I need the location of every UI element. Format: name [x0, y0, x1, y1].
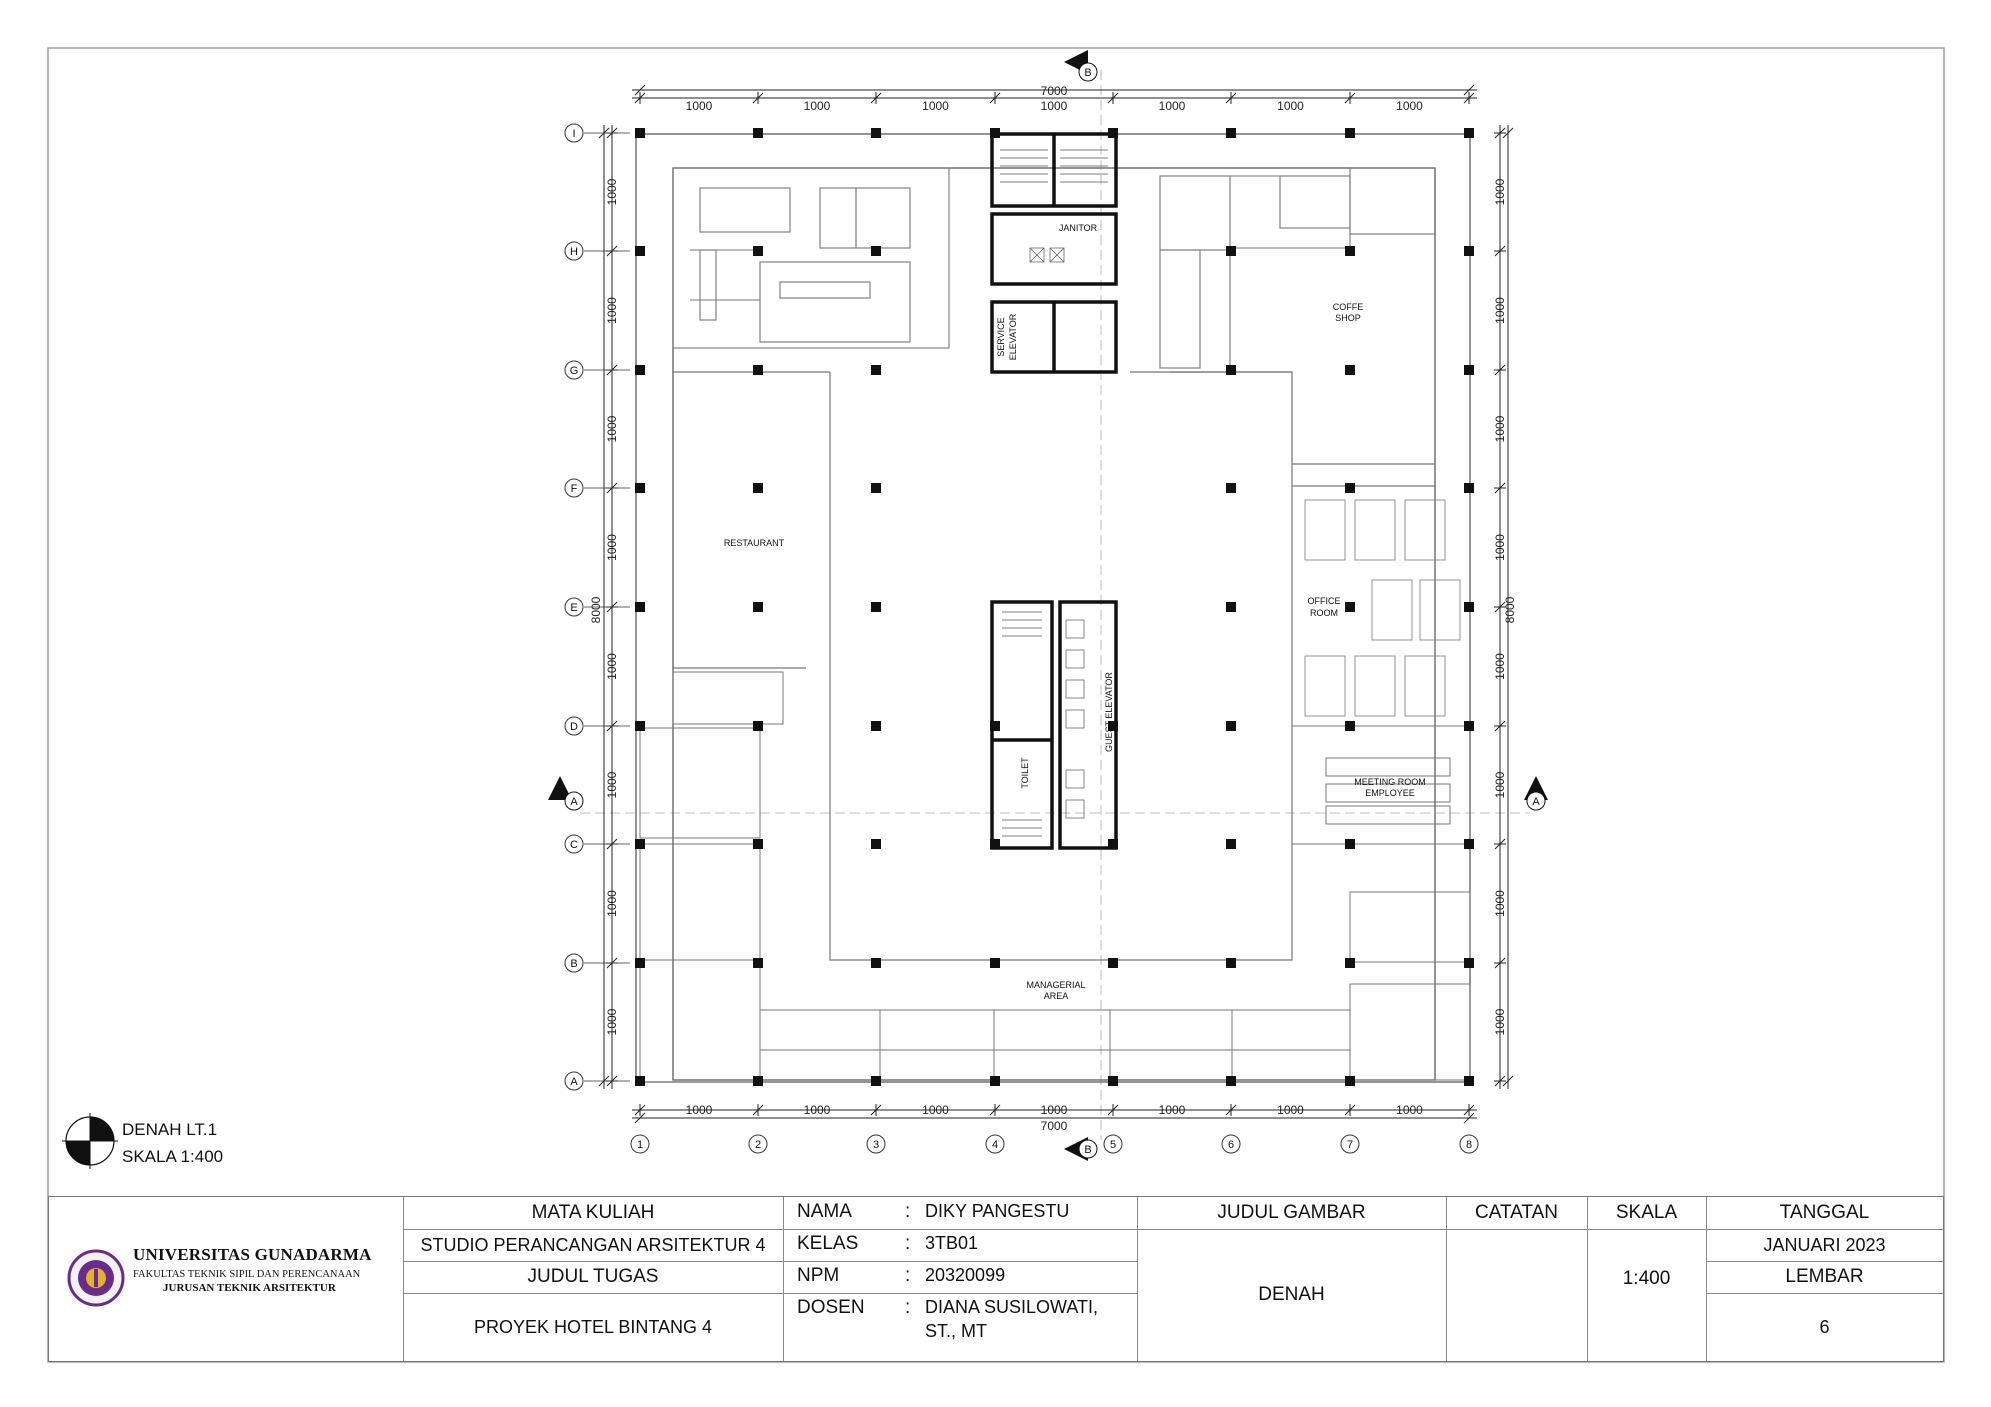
- column: [635, 839, 645, 849]
- label-coffee-2: SHOP: [1335, 313, 1361, 323]
- dim-label-top: 1000: [1396, 99, 1423, 113]
- section-b-top-text: B: [1084, 67, 1092, 79]
- dim-label-right: 1000: [1493, 534, 1507, 561]
- grid-label-col: 2: [754, 1139, 762, 1151]
- lecturer-value-2: ST., MT: [925, 1321, 987, 1341]
- label-toilet: TOILET: [1020, 757, 1030, 789]
- name-value: DIKY PANGESTU: [925, 1201, 1070, 1221]
- column: [871, 246, 881, 256]
- drawing-title-label: JUDUL GAMBAR: [1217, 1202, 1366, 1223]
- label-meeting-1: MEETING ROOM: [1354, 777, 1426, 787]
- grid-label-col: 3: [872, 1139, 880, 1151]
- dim-label-top: 1000: [1040, 99, 1068, 113]
- column: [871, 721, 881, 731]
- column: [1464, 958, 1474, 968]
- column: [1108, 128, 1118, 138]
- dim-right-total: 8000: [1503, 596, 1517, 624]
- dim-label-top: 1000: [1277, 99, 1304, 113]
- dim-label-bottom: 1000: [685, 1103, 713, 1117]
- column: [871, 839, 881, 849]
- column: [1464, 365, 1474, 375]
- column: [635, 602, 645, 612]
- right-lower-block: [1350, 892, 1470, 962]
- class-value: 3TB01: [925, 1233, 979, 1253]
- column: [871, 128, 881, 138]
- column: [990, 1076, 1000, 1086]
- dim-label-right: 1000: [1493, 771, 1507, 799]
- column: [1226, 483, 1236, 493]
- column: [635, 246, 645, 256]
- scale-label: SKALA: [1615, 1202, 1678, 1223]
- npm-label: NPM: [797, 1265, 840, 1286]
- column: [753, 128, 763, 138]
- grid-label-col: 8: [1465, 1139, 1473, 1151]
- structural-columns: [635, 128, 1474, 1086]
- lecturer-label: DOSEN: [797, 1297, 865, 1318]
- column: [1464, 721, 1474, 731]
- column: [1345, 602, 1355, 612]
- grid-label-row: A: [570, 1076, 578, 1088]
- grid-label-row: C: [570, 839, 578, 851]
- column: [1345, 483, 1355, 493]
- dim-label-bottom: 1000: [1040, 1103, 1068, 1117]
- grid-label-row: D: [570, 721, 578, 733]
- column: [753, 958, 763, 968]
- dim-label-left: 1000: [605, 890, 619, 917]
- column: [1345, 1076, 1355, 1086]
- column: [635, 958, 645, 968]
- grid-label-row: E: [570, 602, 578, 614]
- faculty-name: FAKULTAS TEKNIK SIPIL DAN PERENCANAAN: [133, 1269, 361, 1280]
- column: [990, 128, 1000, 138]
- section-b-bottom-text: B: [1084, 1144, 1092, 1156]
- left-offices-block: [640, 672, 783, 1082]
- column: [1464, 839, 1474, 849]
- grid-bubbles: [565, 124, 1478, 1153]
- column: [1108, 1076, 1118, 1086]
- managerial-area-block: [760, 984, 1470, 1080]
- lobby-outline: [673, 168, 1435, 960]
- dim-label-right: 1000: [1493, 653, 1507, 680]
- label-coffee-1: COFFE: [1332, 302, 1364, 312]
- sheet-label: LEMBAR: [1785, 1266, 1864, 1287]
- label-service-elevator-2: ELEVATOR: [1008, 313, 1018, 361]
- column: [1464, 1076, 1474, 1086]
- lecturer-colon: :: [905, 1297, 911, 1318]
- column: [1464, 246, 1474, 256]
- column: [635, 1076, 645, 1086]
- dim-label-right: 1000: [1493, 890, 1507, 917]
- grid-label-col: 1: [636, 1139, 644, 1151]
- university-name: UNIVERSITAS GUNADARMA: [133, 1245, 372, 1264]
- dim-label-left: 1000: [605, 534, 619, 561]
- date-label: TANGGAL: [1779, 1202, 1870, 1223]
- title-block: [48, 1196, 1944, 1362]
- grid-label-col: 6: [1227, 1139, 1235, 1151]
- column: [1226, 365, 1236, 375]
- course-value: STUDIO PERANCANGAN ARSITEKTUR 4: [420, 1234, 766, 1255]
- dim-label-bottom: 1000: [1158, 1103, 1186, 1117]
- label-managerial-1: MANAGERIAL: [1026, 980, 1086, 990]
- date-value: JANUARI 2023: [1763, 1234, 1886, 1255]
- dim-label-bottom: 1000: [803, 1103, 831, 1117]
- dim-label-top: 1000: [922, 99, 949, 113]
- grid-label-col: 5: [1109, 1139, 1117, 1151]
- university-panel: [49, 1197, 403, 1361]
- label-restaurant: RESTAURANT: [723, 538, 785, 548]
- dim-label-bottom: 1000: [1277, 1103, 1304, 1117]
- dim-top-total: 7000: [1040, 84, 1068, 98]
- column: [1345, 721, 1355, 731]
- sheet-value: 6: [1819, 1316, 1830, 1337]
- grid-label-row: F: [570, 483, 578, 495]
- column: [871, 483, 881, 493]
- dim-label-top: 1000: [1158, 99, 1186, 113]
- dim-label-right: 1000: [1493, 178, 1507, 206]
- grid-label-row: I: [572, 128, 576, 140]
- guest-core-stairs: [1002, 612, 1084, 836]
- dim-label-left: 1000: [605, 297, 619, 324]
- label-office-2: ROOM: [1310, 608, 1338, 618]
- column: [1226, 958, 1236, 968]
- column: [1226, 602, 1236, 612]
- dim-label-left: 1000: [605, 771, 619, 799]
- column: [990, 839, 1000, 849]
- dim-label-right: 1000: [1493, 415, 1507, 443]
- column: [753, 1076, 763, 1086]
- drawing-title-value: DENAH: [1258, 1284, 1325, 1305]
- column: [871, 602, 881, 612]
- legend-title: DENAH LT.1: [122, 1120, 218, 1139]
- column: [1345, 958, 1355, 968]
- kitchen-block: [673, 168, 949, 348]
- grid-label-row: G: [569, 365, 579, 377]
- label-janitor: JANITOR: [1058, 223, 1098, 233]
- guest-core: [992, 602, 1116, 848]
- column: [1464, 602, 1474, 612]
- column: [871, 1076, 881, 1086]
- column: [1226, 839, 1236, 849]
- room-labels: [724, 223, 1426, 1001]
- column: [1345, 246, 1355, 256]
- scale-value: 1:400: [1622, 1268, 1671, 1289]
- notes-label: CATATAN: [1474, 1202, 1559, 1223]
- label-service-elevator-1: SERVICE: [996, 317, 1006, 357]
- column: [635, 365, 645, 375]
- column: [1226, 128, 1236, 138]
- grid-label-col: 4: [991, 1139, 999, 1151]
- npm-colon: :: [905, 1265, 911, 1286]
- column: [753, 483, 763, 493]
- label-guest-elevator: GUEST ELEVATOR: [1104, 672, 1114, 752]
- section-marker-b-bottom: [1064, 1137, 1097, 1161]
- dim-label-top: 1000: [803, 99, 831, 113]
- npm-value: 20320099: [925, 1265, 1006, 1285]
- section-a-right-text: A: [1532, 796, 1540, 808]
- class-colon: :: [905, 1233, 911, 1254]
- column: [1345, 365, 1355, 375]
- lecturer-value-1: DIANA SUSILOWATI,: [925, 1297, 1099, 1317]
- grid-label-row: H: [570, 246, 578, 258]
- label-office-1: OFFICE: [1307, 596, 1341, 606]
- dim-label-right: 1000: [1493, 1008, 1507, 1036]
- task-label: JUDUL TUGAS: [527, 1266, 659, 1287]
- drawing-frame: [48, 48, 1944, 1362]
- column: [753, 839, 763, 849]
- dim-label-bottom: 1000: [1396, 1103, 1423, 1117]
- grid-label-col: 7: [1346, 1139, 1354, 1151]
- dim-label-top: 1000: [685, 99, 713, 113]
- column: [635, 483, 645, 493]
- grid-label-row: B: [570, 958, 578, 970]
- dimension-lines: [599, 85, 1513, 1123]
- course-label: MATA KULIAH: [531, 1202, 655, 1223]
- column: [753, 721, 763, 731]
- dim-label-right: 1000: [1493, 297, 1507, 324]
- column: [1108, 839, 1118, 849]
- department-name: JURUSAN TEKNIK ARSITEKTUR: [163, 1282, 336, 1294]
- column: [1226, 246, 1236, 256]
- dim-bottom-total: 7000: [1040, 1119, 1068, 1133]
- column: [990, 721, 1000, 731]
- section-marker-b-top: [1064, 50, 1097, 81]
- task-value: PROYEK HOTEL BINTANG 4: [473, 1316, 713, 1337]
- column: [1464, 483, 1474, 493]
- column: [1108, 958, 1118, 968]
- column: [753, 246, 763, 256]
- dim-label-left: 1000: [605, 653, 619, 680]
- label-meeting-2: EMPLOYEE: [1365, 788, 1415, 798]
- column: [1345, 128, 1355, 138]
- column: [1226, 721, 1236, 731]
- dim-label-left: 1000: [605, 1008, 619, 1036]
- dim-label-left: 1000: [605, 178, 619, 206]
- coffee-shop-block: [1160, 168, 1435, 464]
- column: [635, 721, 645, 731]
- section-marker-a-right: [1524, 776, 1548, 810]
- column: [1345, 839, 1355, 849]
- dim-label-left: 1000: [605, 415, 619, 443]
- name-colon: :: [905, 1201, 911, 1222]
- column: [753, 365, 763, 375]
- column: [871, 365, 881, 375]
- name-label: NAMA: [797, 1201, 852, 1222]
- label-managerial-2: AREA: [1043, 991, 1069, 1001]
- column: [635, 128, 645, 138]
- column: [990, 958, 1000, 968]
- section-marker-a-left: [548, 776, 583, 810]
- class-label: KELAS: [797, 1233, 859, 1254]
- legend-scale: SKALA 1:400: [122, 1147, 224, 1166]
- dim-left-total: 8000: [589, 596, 603, 624]
- dim-label-bottom: 1000: [922, 1103, 949, 1117]
- column: [871, 958, 881, 968]
- column: [1464, 128, 1474, 138]
- section-a-left-text: A: [570, 796, 578, 808]
- column: [1226, 1076, 1236, 1086]
- plan-legend: [62, 1113, 223, 1169]
- university-logo: [67, 1249, 125, 1307]
- column: [753, 602, 763, 612]
